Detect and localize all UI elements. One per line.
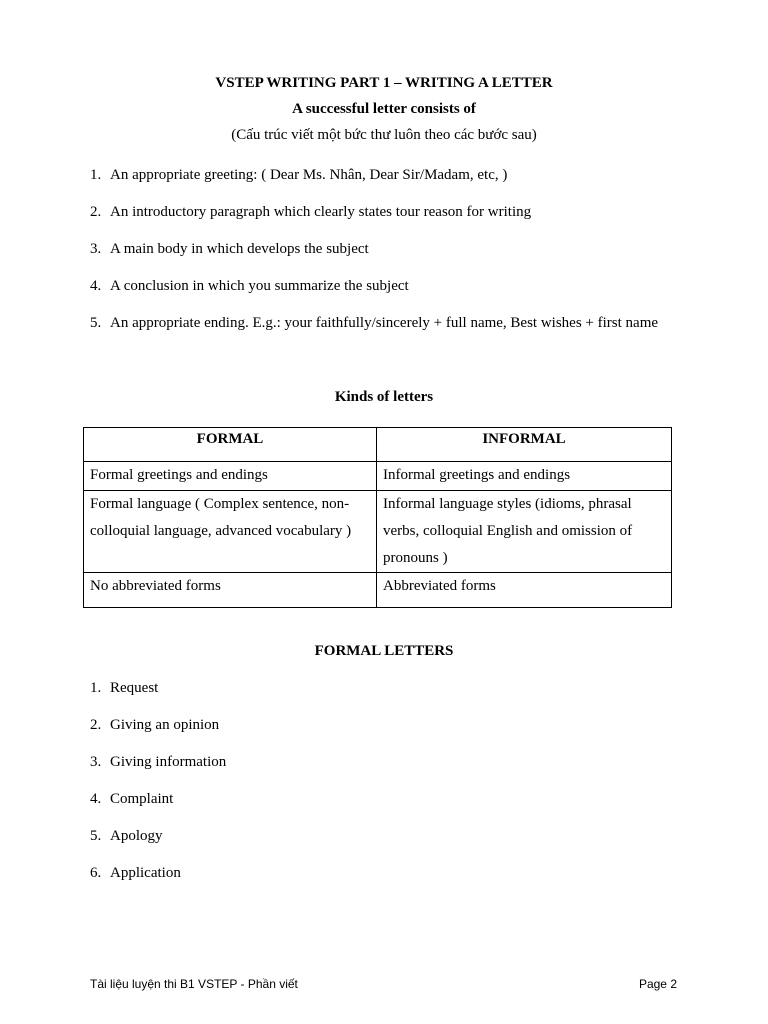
list-item bbox=[90, 241, 369, 258]
page-subtitle-vietnamese: (Cấu trúc viết một bức thư luôn theo các bước sau) bbox=[231, 127, 537, 143]
table-cell: Informal language styles (idioms, phrasal verbs, colloquial English and omission of pronouns ) bbox=[377, 491, 672, 573]
list-item-text: Application bbox=[110, 865, 181, 881]
list-item-text: An introductory paragraph which clearly states tour reason for writing bbox=[110, 204, 532, 220]
list-item bbox=[90, 204, 531, 221]
list-item-number: 4. bbox=[90, 791, 102, 807]
kinds-heading: Kinds of letters bbox=[334, 389, 434, 405]
table-cell: Informal greetings and endings bbox=[377, 462, 672, 491]
page-title: VSTEP WRITING PART 1 – WRITING A LETTER bbox=[215, 75, 553, 91]
list-item-text: Giving an opinion bbox=[110, 717, 220, 733]
list-item-text: A conclusion in which you summarize the subject bbox=[110, 278, 409, 294]
list-item-number: 6. bbox=[90, 865, 102, 881]
list-item-text: Complaint bbox=[110, 791, 174, 807]
list-item-number: 3. bbox=[90, 241, 102, 257]
list-item-text: An appropriate greeting: ( Dear Ms. Nhân, Dear Sir/Madam, etc, ) bbox=[110, 167, 508, 183]
list-item-text: Apology bbox=[110, 828, 163, 844]
list-item bbox=[90, 278, 409, 295]
kinds-table bbox=[83, 427, 672, 608]
list-item-number: 3. bbox=[90, 754, 102, 770]
column-header-informal: INFORMAL bbox=[377, 428, 672, 462]
list-item-number: 5. bbox=[90, 828, 102, 844]
list-item bbox=[90, 717, 219, 734]
list-item bbox=[90, 754, 226, 771]
list-item bbox=[90, 315, 658, 332]
list-item-number: 2. bbox=[90, 717, 102, 733]
list-item bbox=[90, 791, 173, 808]
table-cell: No abbreviated forms bbox=[84, 573, 377, 608]
footer-document-title: Tài liệu luyện thi B1 VSTEP - Phần viết bbox=[90, 977, 298, 991]
list-item-text: An appropriate ending. E.g.: your faithfully/sincerely + full name, Best wishes + first name bbox=[110, 315, 659, 331]
table-cell: Abbreviated forms bbox=[377, 573, 672, 608]
table-row bbox=[84, 462, 672, 491]
table-row bbox=[84, 491, 672, 573]
list-item bbox=[90, 167, 507, 184]
column-header-formal: FORMAL bbox=[84, 428, 377, 462]
list-item-number: 5. bbox=[90, 315, 102, 331]
table-row bbox=[84, 573, 672, 608]
table-header-row bbox=[84, 428, 672, 462]
list-item-number: 2. bbox=[90, 204, 102, 220]
list-item-number: 1. bbox=[90, 167, 102, 183]
list-item bbox=[90, 828, 163, 845]
list-item-text: Giving information bbox=[110, 754, 227, 770]
list-item-text: A main body in which develops the subject bbox=[110, 241, 369, 257]
formal-letters-heading: FORMAL LETTERS bbox=[314, 643, 454, 659]
list-item-text: Request bbox=[110, 680, 159, 696]
list-item-number: 1. bbox=[90, 680, 102, 696]
list-item bbox=[90, 865, 181, 882]
table-cell: Formal greetings and endings bbox=[84, 462, 377, 491]
table-cell: Formal language ( Complex sentence, non-colloquial language, advanced vocabulary ) bbox=[84, 491, 377, 573]
list-item bbox=[90, 680, 158, 697]
footer-page-number: Page 2 bbox=[638, 977, 677, 991]
list-item-number: 4. bbox=[90, 278, 102, 294]
page-subtitle: A successful letter consists of bbox=[292, 101, 476, 117]
